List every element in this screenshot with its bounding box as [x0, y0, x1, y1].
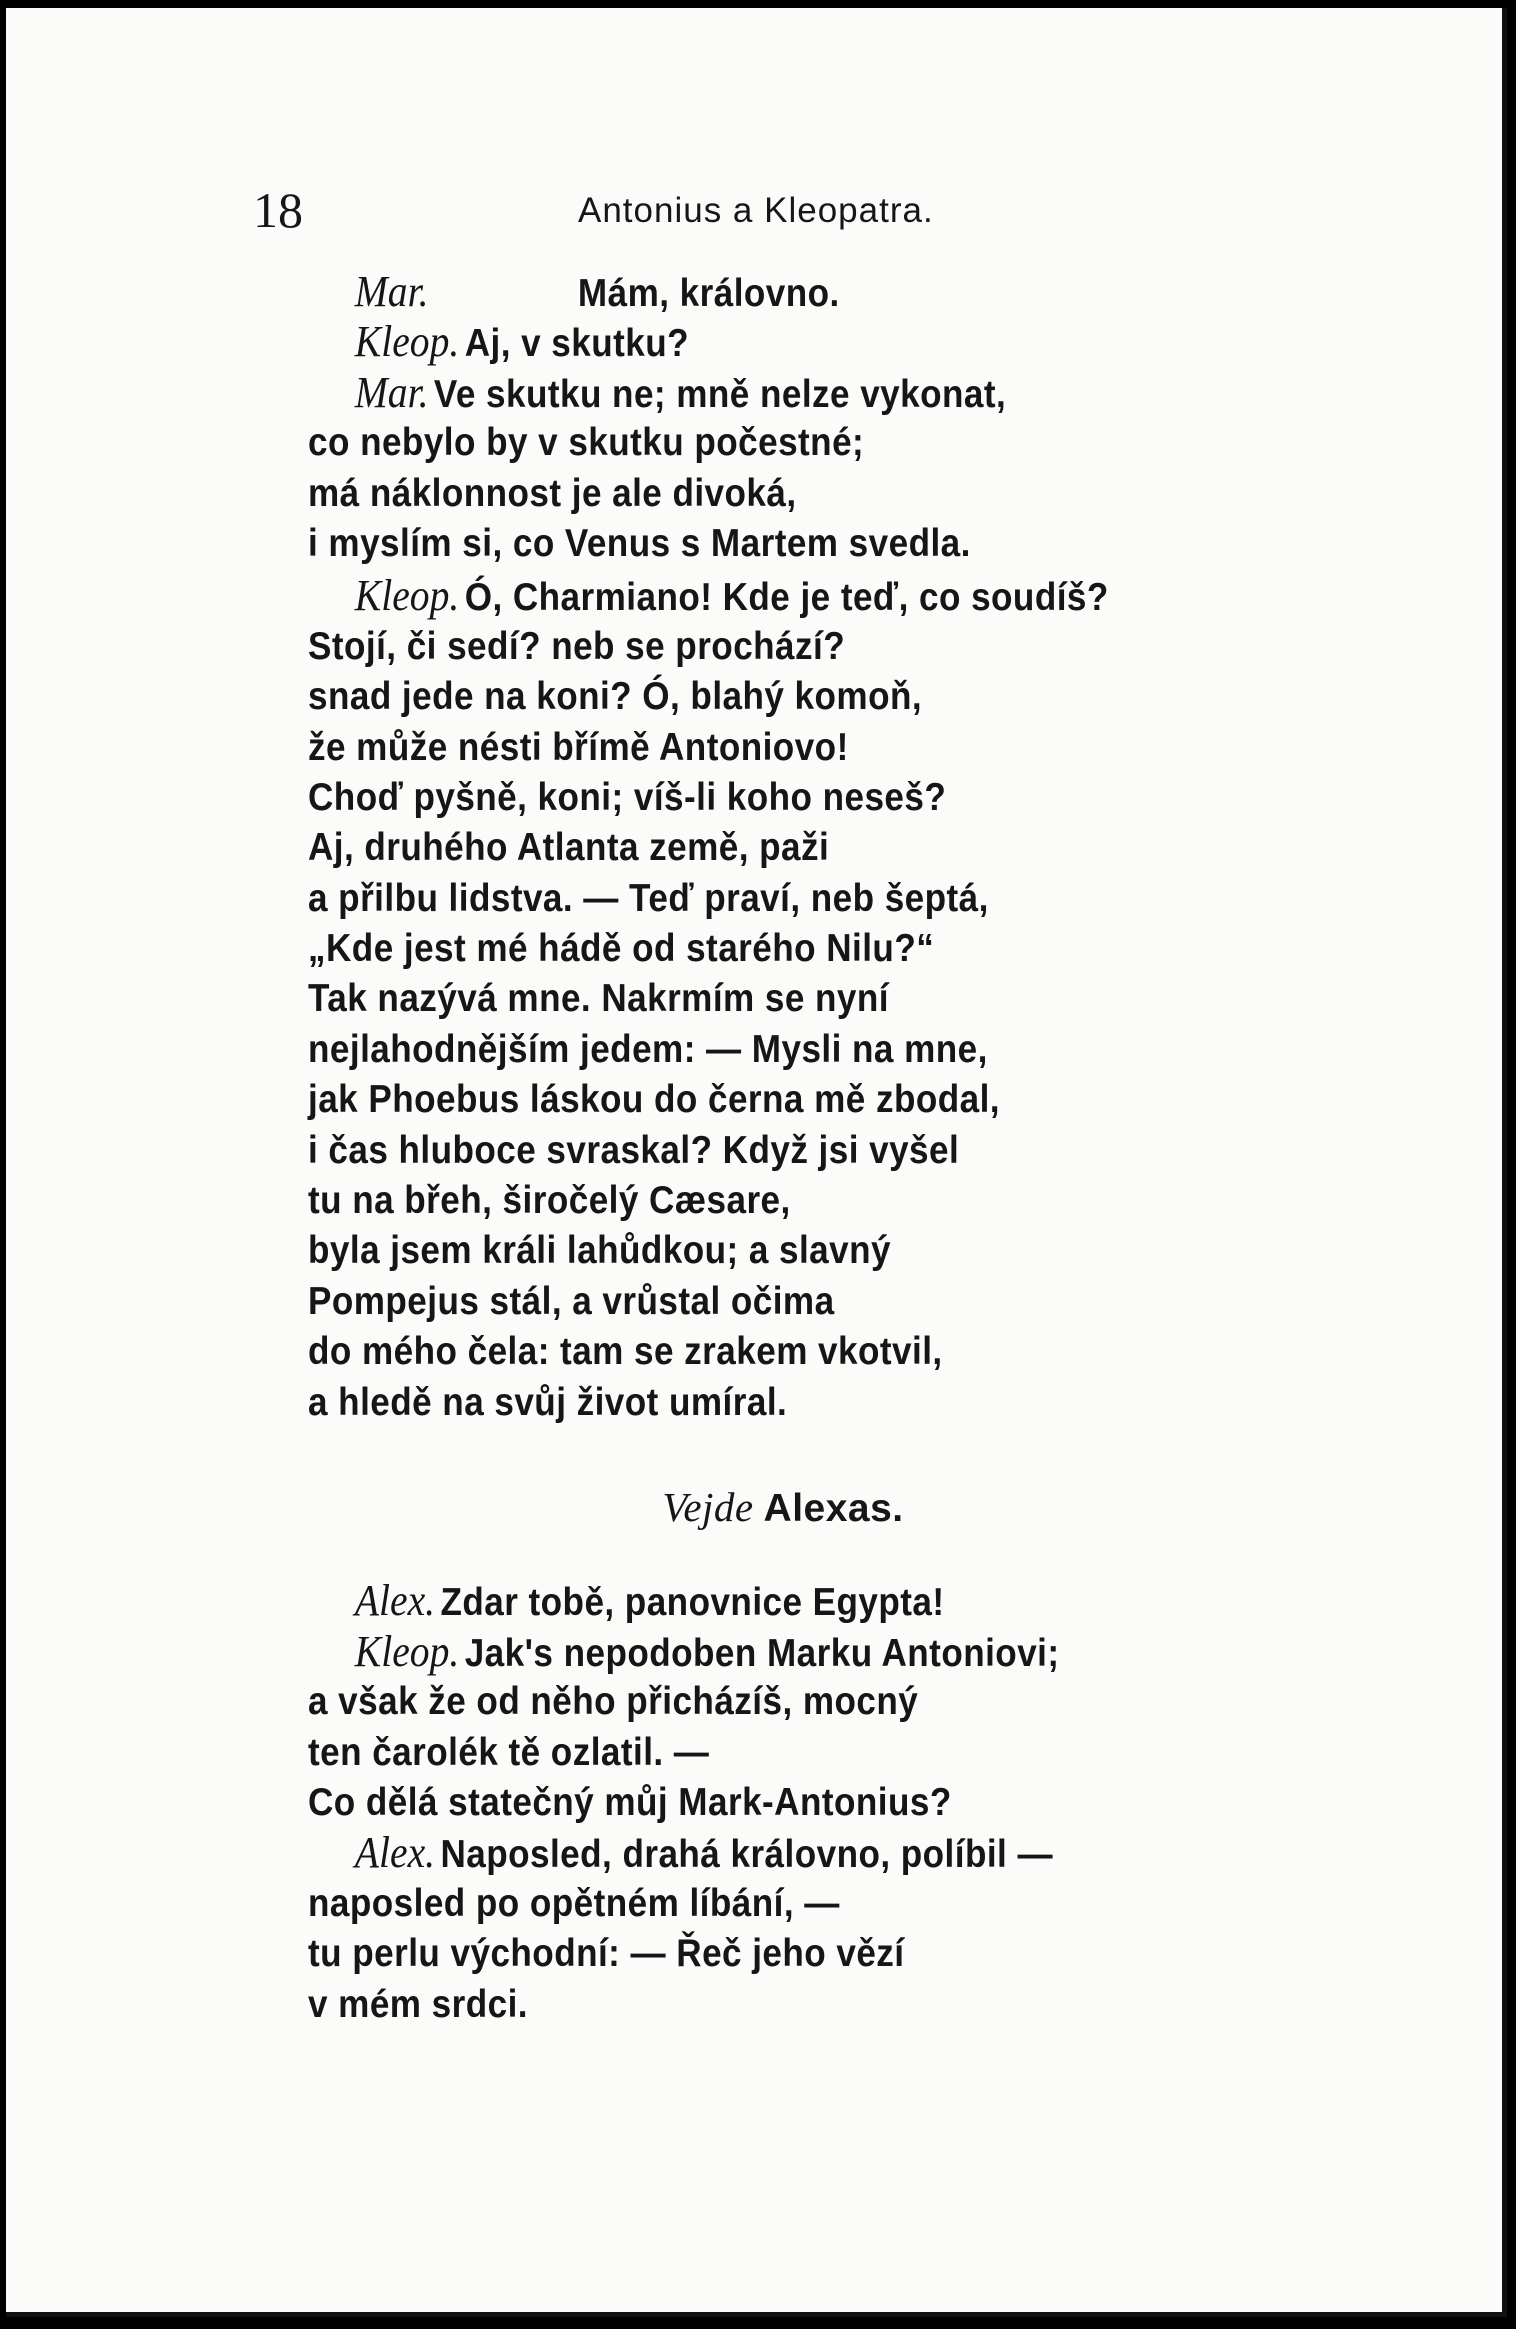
verse-line — [308, 469, 1190, 519]
verse-text: i čas hluboce svraskal? Když jsi vyšel — [308, 1128, 960, 1172]
running-title: Antonius a Kleopatra. — [578, 191, 934, 230]
verse-line — [308, 1075, 1190, 1125]
verse-text: v mém srdci. — [308, 1982, 529, 2026]
speaker-name: Alex. — [354, 1828, 436, 1878]
verse-text: i myslím si, co Venus s Martem svedla. — [308, 521, 971, 565]
verse-line — [308, 1980, 1190, 2030]
dialogue-block-3 — [308, 1576, 1288, 2030]
speaker-name: Kleop. — [354, 571, 460, 621]
speaker-name: Mar. — [354, 267, 429, 316]
verse-text: má náklonnost je ale divoká, — [308, 471, 797, 515]
book-page — [6, 8, 1507, 2317]
verse-text: „Kde jest mé hádě od starého Nilu?“ — [308, 927, 935, 971]
verse-text: do mého čela: tam se zrakem vkotvil, — [308, 1330, 943, 1374]
verse-line — [308, 974, 1190, 1024]
verse-line — [308, 1226, 1190, 1276]
verse-text: jak Phoebus láskou do černa mě zbodal, — [308, 1078, 1000, 1122]
verse-line — [308, 1176, 1190, 1226]
verse-line — [308, 1576, 1190, 1626]
dialogue-block-2 — [308, 571, 1288, 1428]
verse-line — [308, 317, 1190, 367]
speaker-name: Kleop. — [354, 1626, 460, 1676]
verse-line — [308, 1929, 1190, 1979]
verse-text: Ve skutku ne; mně nelze vykonat, — [433, 372, 1007, 416]
verse-text: snad jede na koni? Ó, blahý komoň, — [308, 675, 923, 719]
verse-text: Aj, druhého Atlanta země, paži — [308, 826, 830, 870]
verse-text: Co dělá statečný můj Mark-Antonius? — [308, 1780, 952, 1824]
page-number: 18 — [253, 182, 303, 238]
verse-line — [308, 1378, 1190, 1428]
verse-line — [308, 1879, 1190, 1929]
play-text — [308, 267, 1288, 2030]
verse-line — [308, 1025, 1190, 1075]
running-header — [253, 180, 1293, 240]
verse-text: a však že od něho přicházíš, mocný — [308, 1680, 919, 1724]
verse-line — [308, 773, 1190, 823]
verse-text: Choď pyšně, koni; víš-li koho neseš? — [308, 775, 947, 819]
verse-text: Mám, královno. — [577, 272, 840, 315]
verse-text: naposled po opětném líbání, — — [308, 1881, 840, 1925]
verse-line — [308, 519, 1190, 569]
stage-direction-name: Alexas. — [763, 1486, 904, 1530]
verse-text: ten čarolék tě ozlatil. — — [308, 1730, 710, 1774]
verse-line — [308, 1126, 1190, 1176]
verse-text: tu perlu východní: — Řeč jeho vězí — [308, 1932, 905, 1976]
verse-text: byla jsem králi lahůdkou; a slavný — [308, 1229, 891, 1273]
verse-text: Naposled, drahá královno, políbil — — [440, 1833, 1054, 1877]
verse-text: nejlahodnějším jedem: — Mysli na mne, — [308, 1027, 988, 1071]
verse-line — [308, 1728, 1190, 1778]
verse-text: a hledě na svůj život umíral. — [308, 1380, 788, 1424]
verse-text: Zdar tobě, panovnice Egypta! — [440, 1581, 945, 1625]
verse-text: Stojí, či sedí? neb se prochází? — [308, 624, 846, 668]
verse-line — [308, 823, 1190, 873]
verse-line — [308, 1677, 1190, 1727]
verse-text: Jak's nepodoben Marku Antoniovi; — [464, 1631, 1060, 1675]
verse-line — [308, 1327, 1190, 1377]
verse-line — [308, 1627, 1190, 1677]
verse-line — [308, 1778, 1190, 1828]
verse-line — [308, 874, 1190, 924]
verse-text: tu na břeh, širočelý Cæsare, — [308, 1179, 791, 1223]
verse-line — [308, 1277, 1190, 1327]
verse-line — [308, 924, 1190, 974]
verse-line — [308, 622, 1190, 672]
verse-text: Aj, v skutku? — [464, 322, 690, 366]
verse-line — [308, 571, 1190, 621]
verse-text: a přilbu lidstva. — Teď praví, neb šeptá, — [308, 876, 989, 920]
speaker-name: Alex. — [354, 1576, 436, 1626]
verse-line — [308, 672, 1190, 722]
verse-text: Ó, Charmiano! Kde je teď, co soudíš? — [464, 576, 1109, 620]
verse-line — [308, 418, 1190, 468]
verse-line — [308, 368, 1190, 418]
stage-direction — [308, 1482, 1288, 1532]
verse-line — [308, 1828, 1190, 1878]
stage-direction-prefix: Vejde — [662, 1483, 754, 1530]
verse-text: co nebylo by v skutku počestné; — [308, 421, 865, 465]
speaker-name: Mar. — [354, 367, 429, 417]
speaker-name: Kleop. — [354, 317, 460, 367]
dialogue-block-1 — [308, 267, 1288, 569]
verse-line — [308, 723, 1190, 773]
verse-text: Pompejus stál, a vrůstal očima — [308, 1279, 835, 1323]
verse-text: Tak nazývá mne. Nakrmím se nyní — [308, 977, 890, 1021]
verse-line — [308, 267, 1190, 317]
verse-text: že může nésti břímě Antoniovo! — [308, 725, 849, 769]
